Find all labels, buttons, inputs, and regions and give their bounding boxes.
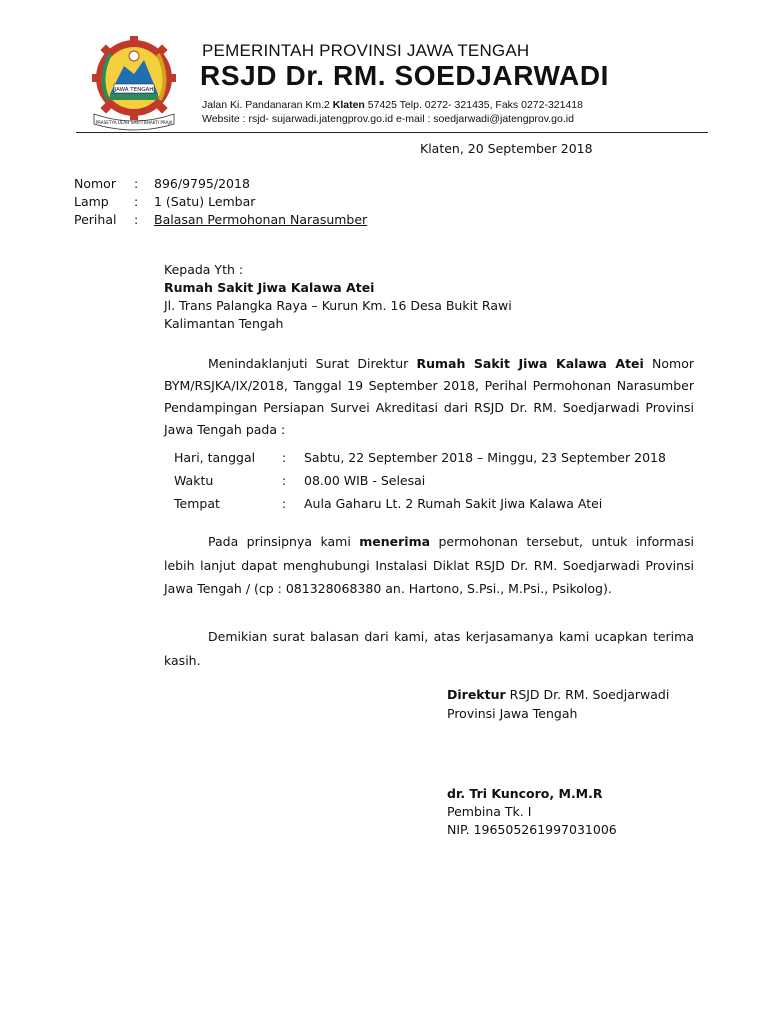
- province-emblem-logo: [80, 34, 188, 134]
- signatory-nip: NIP. 196505261997031006: [447, 822, 617, 837]
- letter-date: Klaten, 20 September 2018: [420, 141, 593, 156]
- paragraph-opening-bold: Rumah Sakit Jiwa Kalawa Atei: [416, 356, 644, 371]
- detail-date-label: Hari, tanggal: [174, 450, 256, 465]
- recipient-street: Jl. Trans Palangka Raya – Kurun Km. 16 Desa Bukit Rawi: [164, 298, 512, 313]
- institution-name: RSJD Dr. RM. SOEDJARWADI: [200, 60, 610, 91]
- ref-nomor-colon: :: [134, 176, 139, 191]
- signature-title: [447, 687, 669, 702]
- ref-perihal-value: Balasan Permohonan Narasumber: [154, 212, 368, 227]
- recipient-greeting: Kepada Yth :: [164, 262, 244, 277]
- ref-nomor-value: 896/9795/2018: [154, 176, 250, 191]
- ref-nomor-label: Nomor: [74, 176, 116, 191]
- detail-place-value: Aula Gaharu Lt. 2 Rumah Sakit Jiwa Kalawa Atei: [304, 496, 603, 511]
- detail-row-time: [174, 473, 425, 488]
- institution-address: [202, 99, 583, 111]
- government-name: PEMERINTAH PROVINSI JAWA TENGAH: [202, 41, 530, 60]
- ref-lamp: [74, 194, 255, 209]
- ref-lamp-colon: :: [134, 194, 139, 209]
- paragraph-opening-end: Nomor BYM/RSJKA/IX/2018, Tanggal 19 September 2018, Perihal Permohonan Narasumber Pendampingan Persiapan Survei Akreditasi dari RSJD Dr. RM. Soedjarwadi Provinsi Jawa Tengah pada :: [164, 356, 694, 437]
- logo-banner-text: JAWA TENGAH: [114, 87, 154, 93]
- detail-row-place: [174, 496, 602, 511]
- detail-time-colon: :: [282, 473, 287, 488]
- recipient-region: Kalimantan Tengah: [164, 316, 284, 331]
- ref-nomor: [74, 176, 250, 191]
- logo-ribbon-text: PRASETYA ULAH SAKTI BHAKTI PRAJA: [95, 120, 173, 125]
- detail-date-value: Sabtu, 22 September 2018 – Minggu, 23 September 2018: [304, 450, 666, 465]
- letterhead-divider: [76, 132, 708, 133]
- recipient-name: Rumah Sakit Jiwa Kalawa Atei: [164, 280, 375, 295]
- address-city: Klaten: [332, 99, 365, 111]
- detail-place-colon: :: [282, 496, 287, 511]
- signature-province: Provinsi Jawa Tengah: [447, 706, 578, 721]
- detail-time-label: Waktu: [174, 473, 214, 488]
- detail-date-colon: :: [282, 450, 287, 465]
- paragraph-closing: Demikian surat balasan dari kami, atas kerjasamanya kami ucapkan terima kasih.: [164, 629, 694, 668]
- ref-lamp-label: Lamp: [74, 194, 109, 209]
- ref-perihal: [74, 212, 367, 227]
- signatory-rank: Pembina Tk. I: [447, 804, 532, 819]
- detail-place-label: Tempat: [174, 496, 220, 511]
- paragraph-response-bold: menerima: [359, 534, 431, 549]
- paragraph-response: [164, 530, 694, 601]
- detail-time-value: 08.00 WIB - Selesai: [304, 473, 426, 488]
- ref-perihal-colon: :: [134, 212, 139, 227]
- paragraph-opening: [164, 353, 694, 441]
- address-contact: 57425 Telp. 0272- 321435, Faks 0272-321418: [364, 99, 583, 111]
- institution-website-email: Website : rsjd- sujarwadi.jatengprov.go.id e-mail : soedjarwadi@jatengprov.go.id: [202, 113, 574, 125]
- ref-perihal-label: Perihal: [74, 212, 117, 227]
- address-street: Jalan Ki. Pandanaran Km.2: [202, 99, 333, 111]
- signatory-name: dr. Tri Kuncoro, M.M.R: [447, 786, 603, 801]
- paragraph-opening-start: Menindaklanjuti Surat Direktur: [208, 356, 417, 371]
- ref-lamp-value: 1 (Satu) Lembar: [154, 194, 256, 209]
- detail-row-date: [174, 450, 666, 465]
- signature-title-rest: RSJD Dr. RM. Soedjarwadi: [505, 687, 670, 702]
- paragraph-response-start: Pada prinsipnya kami: [208, 534, 360, 549]
- paragraph-response-end: permohonan tersebut, untuk informasi lebih lanjut dapat menghubungi Instalasi Diklat RSJD Dr. RM. Soedjarwadi Provinsi Jawa Tengah / (cp : 081328068380 an. Hartono, S.Psi., M.Psi., Psikolog).: [164, 534, 694, 596]
- signature-title-bold: Direktur: [447, 687, 506, 702]
